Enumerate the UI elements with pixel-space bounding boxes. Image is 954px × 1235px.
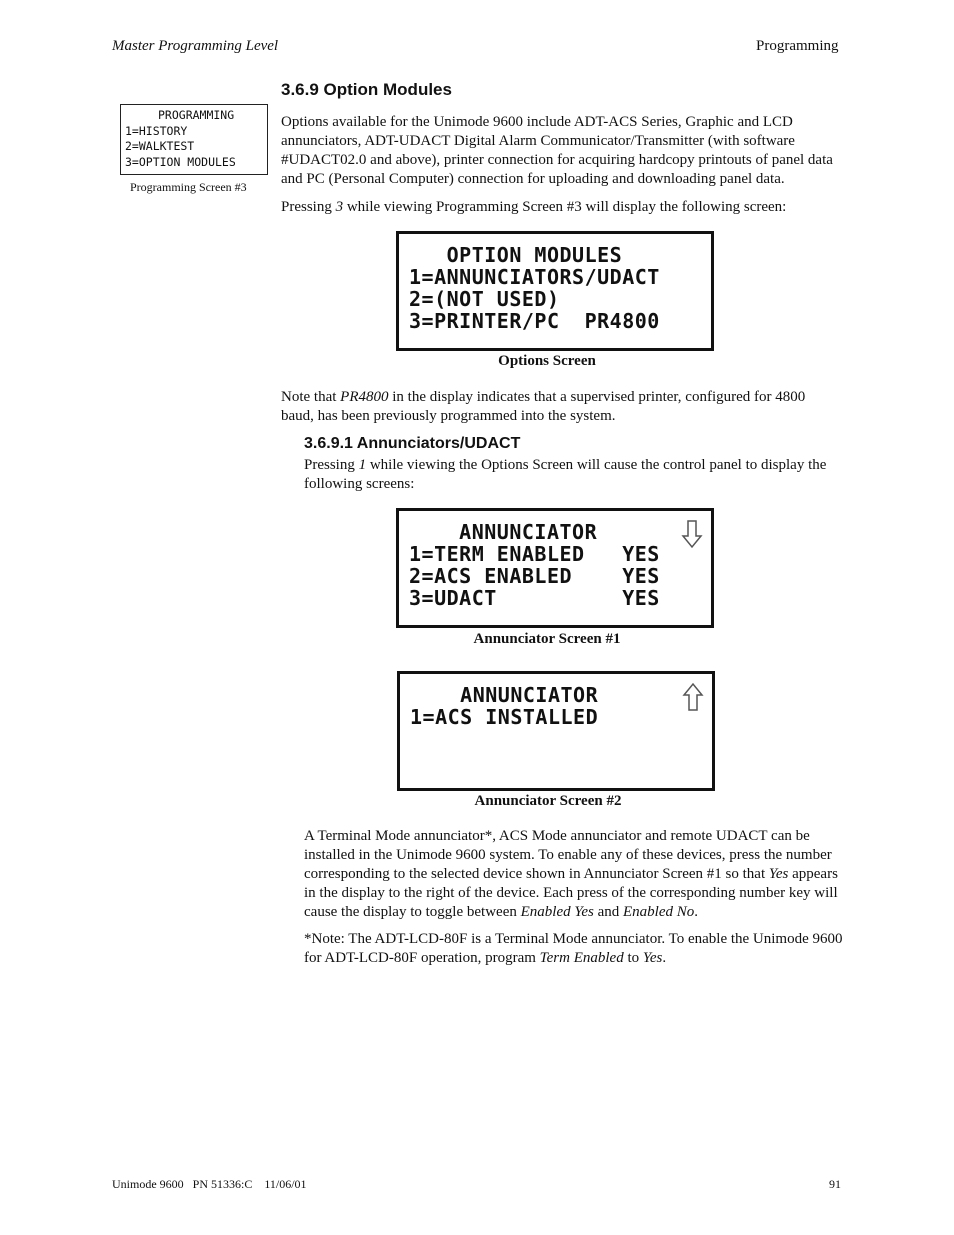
key-emphasis: 3: [335, 199, 344, 215]
options-screen-display: [396, 231, 714, 351]
lcd-line: 1=ACS INSTALLED: [410, 705, 599, 729]
footer-doc-id: Unimode 9600 PN 51336:C 11/06/01: [112, 1177, 307, 1191]
page-number: 91: [829, 1177, 841, 1191]
programming-screen-display: [120, 104, 268, 175]
emphasis: Term Enabled: [539, 950, 624, 966]
lcd-line: 1=HISTORY: [125, 123, 188, 138]
programming-screen-caption: Programming Screen #3: [130, 180, 247, 194]
annunciator-screen-2-caption: Annunciator Screen #2: [474, 793, 622, 809]
subsection-title: 3.6.9.1 Annunciators/UDACT: [304, 435, 521, 452]
annunciator-screen-1-display: [396, 508, 714, 628]
terminal-mode-paragraph: [304, 827, 844, 922]
emphasis: Enabled No: [622, 904, 695, 920]
text-run: appears in the display to the right of the device. Each press of the corresponding number key will cause the display to toggle between: [304, 866, 838, 920]
running-header-right: Programming: [756, 38, 839, 54]
running-header-left: Master Programming Level: [112, 38, 279, 54]
text-run: while viewing Programming Screen #3 will display the following screen:: [343, 199, 787, 215]
lcd-line: 2=ACS ENABLED YES: [409, 564, 660, 588]
text-run: in the display indicates that a supervised printer, configured for 4800 baud, has been previously programmed into the system.: [281, 389, 806, 424]
printer-note: [281, 388, 841, 426]
lcd-80f-note: [304, 930, 844, 968]
annunciator-screen-1-caption: Annunciator Screen #1: [473, 631, 621, 647]
lcd-line: 1=ANNUNCIATORS/UDACT: [409, 265, 660, 289]
lcd-line: 3=OPTION MODULES: [125, 154, 236, 169]
text-run: *Note: The ADT-LCD-80F is a Terminal Mode annunciator. To enable the Unimode 9600 for ADT-LCD-80F operation, program: [304, 931, 843, 966]
lcd-line: 2=(NOT USED): [409, 287, 560, 311]
lcd-line: ANNUNCIATOR: [410, 683, 599, 707]
options-screen-caption: Options Screen: [498, 353, 596, 369]
section-intro: Options available for the Unimode 9600 include ADT-ACS Series, Graphic and LCD annunciators, ADT-UDACT Digital Alarm Communicator/Transmitter (with software #UDACT02.0 and above), printer connection for acquiring hardcopy printouts of panel data and PC (Personal Computer) connection for uploading and downloading panel data.: [281, 114, 833, 187]
lcd-line: 1=TERM ENABLED YES: [409, 542, 660, 566]
text-run: and: [593, 904, 623, 920]
lcd-line: OPTION MODULES: [409, 243, 623, 267]
lcd-line: 3=PRINTER/PC PR4800: [409, 309, 660, 333]
press-instruction: [281, 198, 841, 217]
lcd-line: 3=UDACT YES: [409, 586, 660, 610]
emphasis: Yes: [768, 866, 789, 882]
annunciator-screen-2-display: [397, 671, 715, 791]
lcd-line: 2=WALKTEST: [125, 139, 195, 153]
arrow-up-icon: [682, 682, 704, 712]
text-run: Pressing: [304, 457, 359, 473]
arrow-down-icon: [681, 519, 703, 549]
text-run: Note that: [281, 389, 341, 405]
text-run: .: [694, 904, 698, 920]
text-run: A Terminal Mode annunciator*, ACS Mode annunciator and remote UDACT can be installed in the Unimode 9600 system. To enable any of these devices, press the number corresponding to the selected device shown in Annunciator Screen #1 so that: [304, 828, 832, 882]
subsection-intro: [304, 456, 844, 494]
text-run: Pressing: [281, 199, 336, 215]
section-title: 3.6.9 Option Modules: [281, 80, 452, 99]
lcd-line: PROGRAMMING: [158, 108, 235, 122]
key-emphasis: PR4800: [340, 389, 389, 405]
lcd-line: ANNUNCIATOR: [409, 520, 598, 544]
text-run: .: [662, 950, 667, 966]
emphasis: Yes: [642, 950, 663, 966]
text-run: to: [623, 950, 643, 966]
text-run: while viewing the Options Screen will cause the control panel to display the following screens:: [304, 457, 827, 492]
emphasis: Enabled Yes: [520, 904, 594, 920]
key-emphasis: 1: [358, 457, 367, 473]
